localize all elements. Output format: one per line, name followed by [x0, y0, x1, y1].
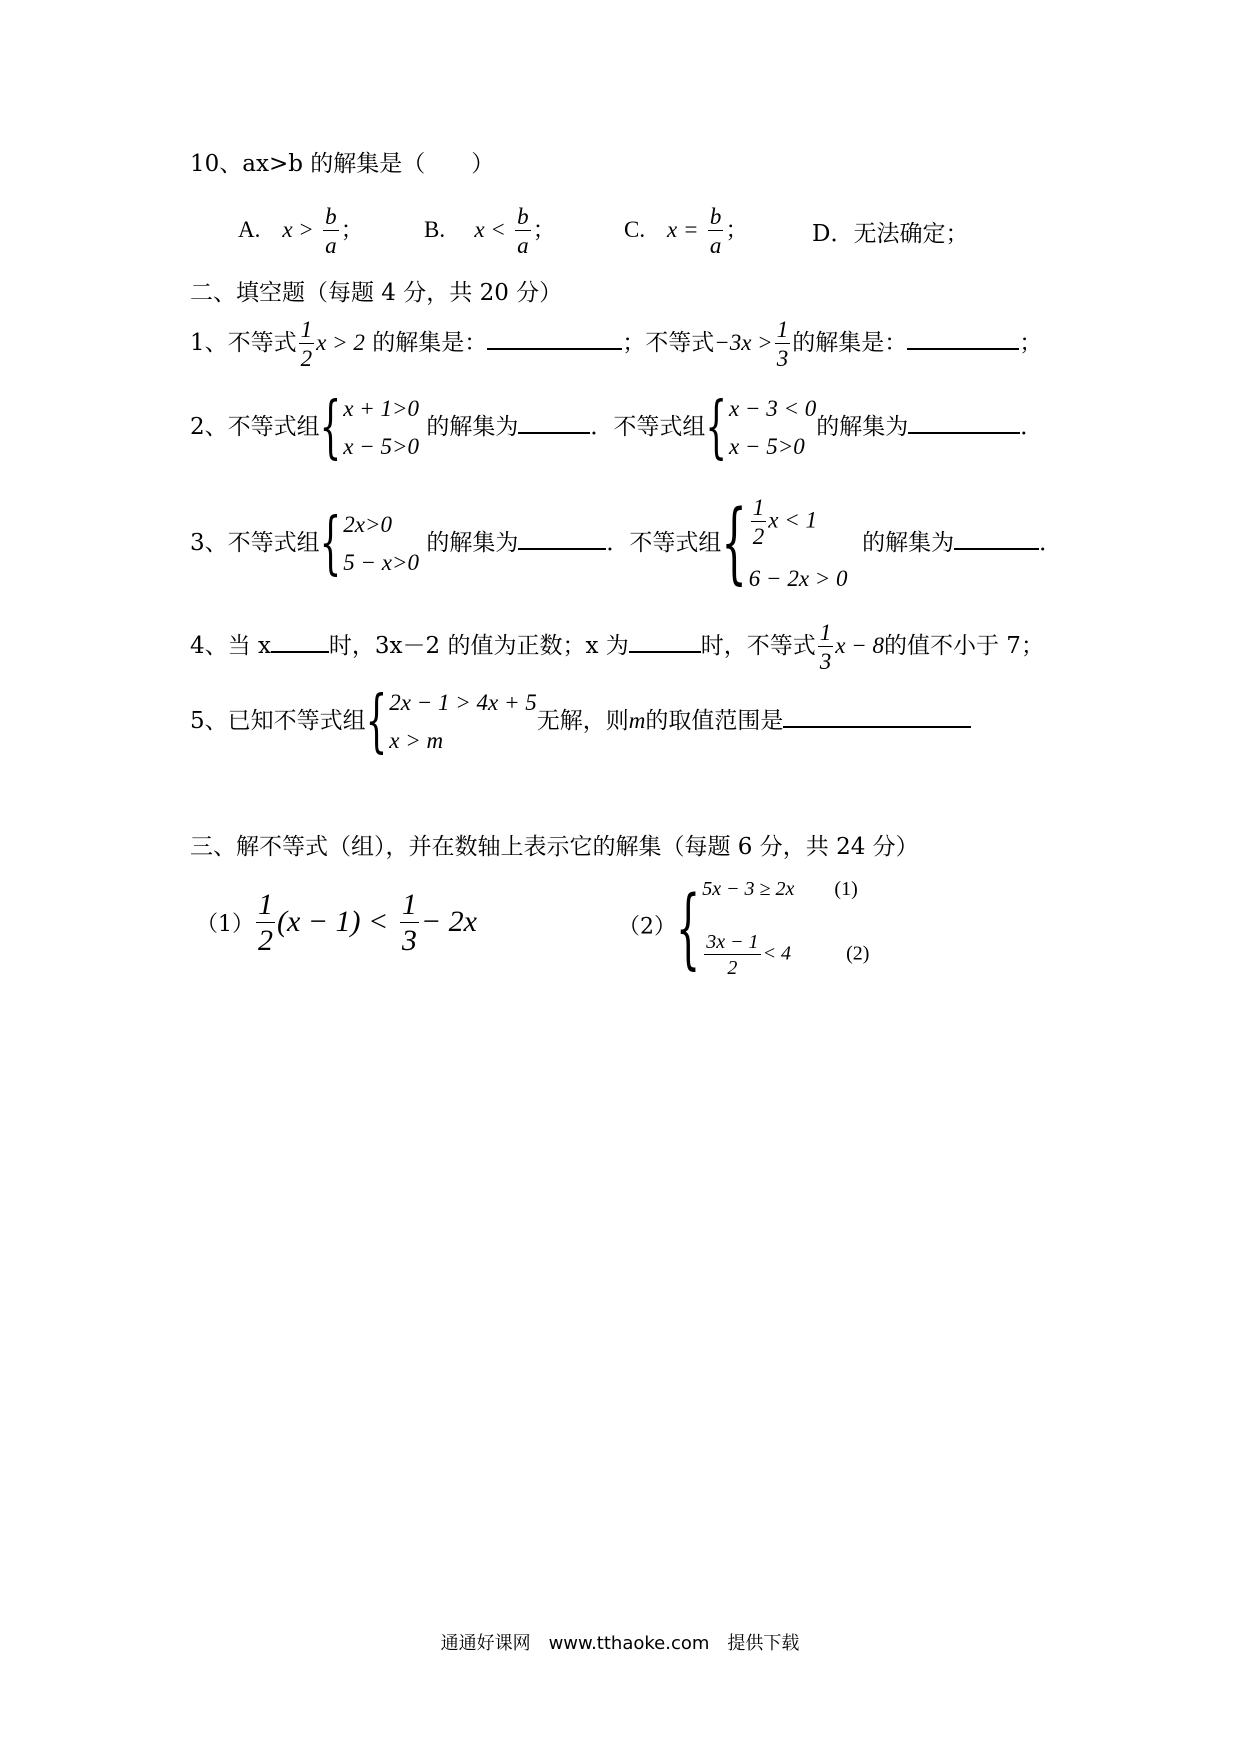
answer-blank[interactable]	[783, 725, 971, 728]
equation-system: { 2x − 1 > 4x + 5 x > m	[365, 682, 537, 762]
equation-system: { 5x − 3 ≥ 2x (1) $\frac{3x - 1}{2}$ < 4 (2)	[676, 877, 870, 979]
answer-blank[interactable]	[518, 547, 606, 550]
fraction: $\frac{b}{a}$	[325, 204, 337, 258]
s2-q1: 1、不等式 $\frac{1}{2}$ x > 2 的解集是： ；不等式−3x > $\frac{1}{3}$ 的解集是： ；	[190, 317, 1043, 371]
answer-blank[interactable]	[908, 431, 1020, 434]
q10-stem: 10、ax>b 的解集是（ ）	[190, 151, 495, 177]
section3-heading: 三、解不等式（组），并在数轴上表示它的解集（每题 6 分，共 24 分）	[190, 834, 919, 860]
fraction: $\frac{b}{a}$	[517, 204, 529, 258]
equation-system: { x + 1>0 x − 5>0	[319, 388, 420, 468]
answer-blank[interactable]	[907, 347, 1019, 350]
answer-blank[interactable]	[518, 431, 590, 434]
s3-p1: （1） $\frac{1}{2}$ (x − 1) < $\frac{1}{3}$ − 2x	[196, 888, 477, 957]
s2-q3: 3、不等式组 { 2x>0 5 − x>0 的解集为 ．不等式组 { $\frac{1}{2}$ x < 1 6 − 2x > 0 的解集为 ．	[190, 493, 1063, 595]
answer-blank[interactable]	[954, 547, 1039, 550]
q10-option-d: D．无法确定；	[812, 221, 969, 247]
equation-system: { 2x>0 5 − x>0	[319, 504, 420, 584]
answer-blank[interactable]	[629, 650, 701, 653]
answer-blank[interactable]	[487, 347, 622, 350]
s2-q5: 5、已知不等式组 { 2x − 1 > 4x + 5 x > m 无解，则m的取值范围是	[190, 690, 971, 754]
s2-q4: 4、当 x 时，3x－2 的值为正数；x 为 时，不等式 $\frac{1}{3}$ x − 8的值不小于 7；	[190, 620, 1044, 674]
fraction: $\frac{b}{a}$	[709, 204, 722, 258]
s2-q2: 2、不等式组 { x + 1>0 x − 5>0 的解集为 ．不等式组 { x − 3 < 0 x − 5>0 的解集为 ．	[190, 388, 1044, 468]
q10-option-b: B. x < $\frac{b}{a}$ ；	[424, 204, 556, 258]
equation-system: { $\frac{1}{2}$ x < 1 6 − 2x > 0	[721, 493, 848, 595]
q10-option-a: A. x > $\frac{b}{a}$ ；	[238, 204, 364, 258]
s3-p2: （2） { 5x − 3 ≥ 2x (1) $\frac{3x - 1}{2}$ < 4 (2)	[618, 877, 870, 979]
section2-heading: 二、填空题（每题 4 分，共 20 分）	[190, 280, 563, 306]
answer-blank[interactable]	[271, 650, 329, 653]
equation-system: { x − 3 < 0 x − 5>0	[705, 388, 817, 468]
footer-credit: 通通好课网 www.tthaoke.com 提供下载	[440, 1633, 800, 1654]
q10-option-c: C. x = $\frac{b}{a}$ ；	[624, 204, 749, 258]
